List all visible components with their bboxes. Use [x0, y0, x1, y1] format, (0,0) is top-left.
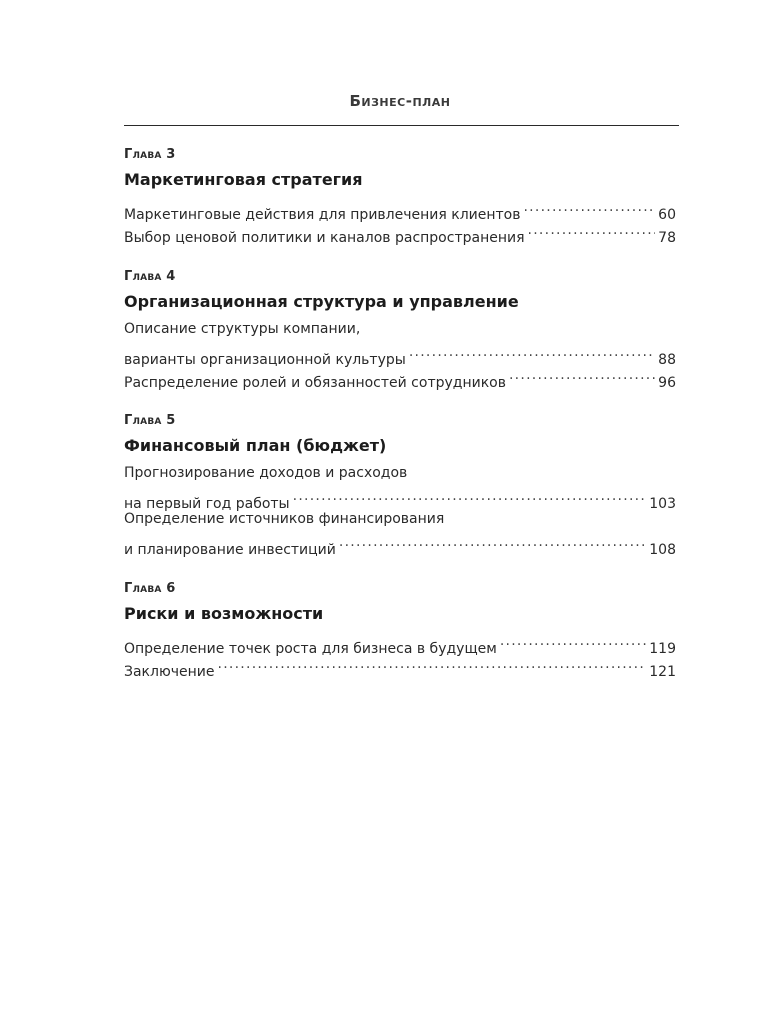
toc-page-number: 96	[658, 375, 676, 391]
toc-page-number: 60	[658, 207, 676, 223]
chapter-title: Финансовый план (бюджет)	[124, 436, 387, 455]
dot-leader	[500, 630, 646, 653]
toc-page-number: 108	[649, 542, 676, 558]
chapter-4	[124, 268, 676, 391]
toc-entry[interactable]	[124, 462, 676, 512]
toc-entry-text: Заключение	[124, 664, 215, 680]
dot-leader	[528, 219, 656, 242]
toc-entry[interactable]	[124, 508, 676, 558]
toc-entry-text: на первый год работы	[124, 496, 290, 512]
toc-page-number: 119	[649, 641, 676, 657]
header-rule	[124, 125, 679, 126]
toc-entry[interactable]	[124, 196, 676, 223]
toc-entry[interactable]	[124, 630, 676, 657]
dot-leader	[218, 653, 647, 676]
toc-entry-text: Определение точек роста для бизнеса в будущем	[124, 641, 497, 657]
chapter-label: Глава 3	[124, 147, 176, 162]
chapter-title: Маркетинговая стратегия	[124, 170, 363, 189]
chapter-3	[124, 146, 676, 246]
toc-page-number: 121	[649, 664, 676, 680]
chapter-title: Организационная структура и управление	[124, 292, 519, 311]
toc-entry-text: Распределение ролей и обязанностей сотрудников	[124, 375, 506, 391]
toc-entry-text-line1: Прогнозирование доходов и расходов	[124, 465, 408, 481]
chapter-title: Риски и возможности	[124, 604, 324, 623]
chapter-label: Глава 6	[124, 581, 176, 596]
toc-entry-text: Маркетинговые действия для привлечения клиентов	[124, 207, 521, 223]
dot-leader	[293, 485, 647, 508]
chapter-label: Глава 4	[124, 269, 176, 284]
running-head: Бизнес-план	[349, 92, 451, 110]
dot-leader	[523, 196, 655, 219]
chapter-6	[124, 580, 676, 680]
toc-entry-text: и планирование инвестиций	[124, 542, 336, 558]
toc-entry-text: Выбор ценовой политики и каналов распространения	[124, 230, 525, 246]
chapter-5	[124, 412, 676, 558]
dot-leader	[409, 341, 655, 364]
dot-leader	[509, 364, 655, 387]
toc-page-number: 88	[658, 352, 676, 368]
toc-entry-text: варианты организационной культуры	[124, 352, 406, 368]
toc-page-number: 103	[649, 496, 676, 512]
toc-page-number: 78	[658, 230, 676, 246]
toc-entry-text-line1: Описание структуры компании,	[124, 321, 361, 337]
chapter-label: Глава 5	[124, 413, 176, 428]
toc-entry[interactable]	[124, 318, 676, 368]
toc-entry-text-line1: Определение источников финансирования	[124, 511, 445, 527]
dot-leader	[339, 531, 646, 554]
